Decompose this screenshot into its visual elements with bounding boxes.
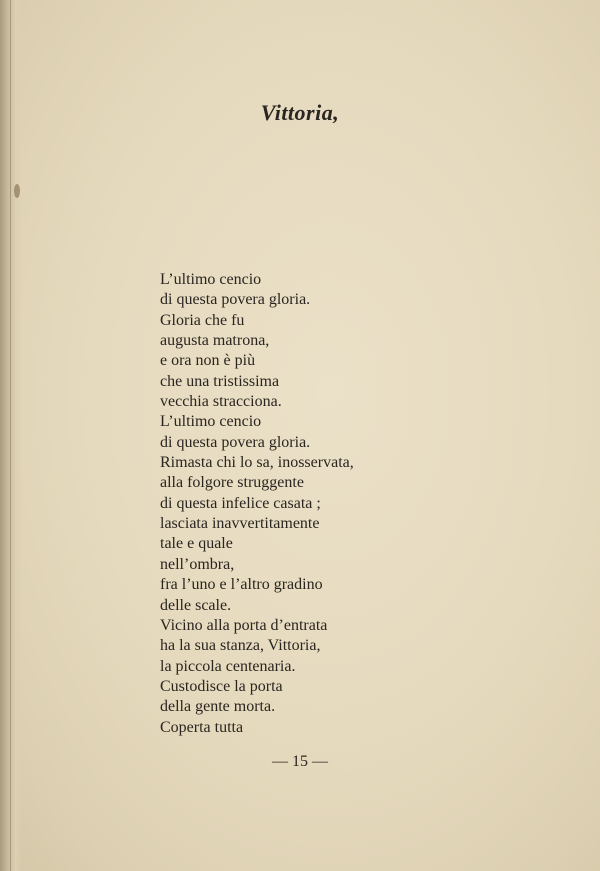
binding-edge-line bbox=[10, 0, 11, 871]
poem-line: Gloria che fu bbox=[160, 311, 245, 329]
poem-line: la piccola centenaria. bbox=[160, 657, 296, 675]
poem-title: Vittoria, bbox=[260, 100, 340, 125]
poem-line: che una tristissima bbox=[160, 372, 280, 390]
poem-line: ha la sua stanza, Vittoria, bbox=[160, 637, 321, 655]
poem-line: augusta matrona, bbox=[160, 332, 270, 350]
poem-line: di questa povera gloria. bbox=[160, 433, 311, 451]
poem-line: Vicino alla porta d’entrata bbox=[160, 616, 328, 634]
poem-line: e ora non è più bbox=[160, 352, 256, 370]
poem-line: alla folgore struggente bbox=[160, 474, 304, 492]
page-number: — 15 — bbox=[272, 753, 328, 770]
poem-line: Coperta tutta bbox=[160, 718, 244, 736]
poem-line: di questa infelice casata ; bbox=[160, 494, 321, 512]
poem-line: Custodisce la porta bbox=[160, 677, 283, 695]
paper-stain bbox=[14, 184, 20, 198]
poem-line: nell’ombra, bbox=[160, 555, 235, 573]
poem-line: delle scale. bbox=[160, 596, 232, 614]
poem-line: di questa povera gloria. bbox=[160, 291, 311, 309]
poem-line: Rimasta chi lo sa, inosservata, bbox=[160, 454, 354, 472]
poem-line: della gente morta. bbox=[160, 698, 276, 716]
poem-text bbox=[160, 270, 354, 738]
poem-line: L’ultimo cencio bbox=[160, 413, 262, 431]
poem-line: lasciata inavvertitamente bbox=[160, 515, 320, 533]
poem-line: tale e quale bbox=[160, 535, 233, 553]
binding-gutter bbox=[0, 0, 22, 871]
poem-line: vecchia stracciona. bbox=[160, 393, 282, 411]
poem-line: L’ultimo cencio bbox=[160, 271, 262, 288]
poem-line: fra l’uno e l’altro gradino bbox=[160, 576, 323, 594]
